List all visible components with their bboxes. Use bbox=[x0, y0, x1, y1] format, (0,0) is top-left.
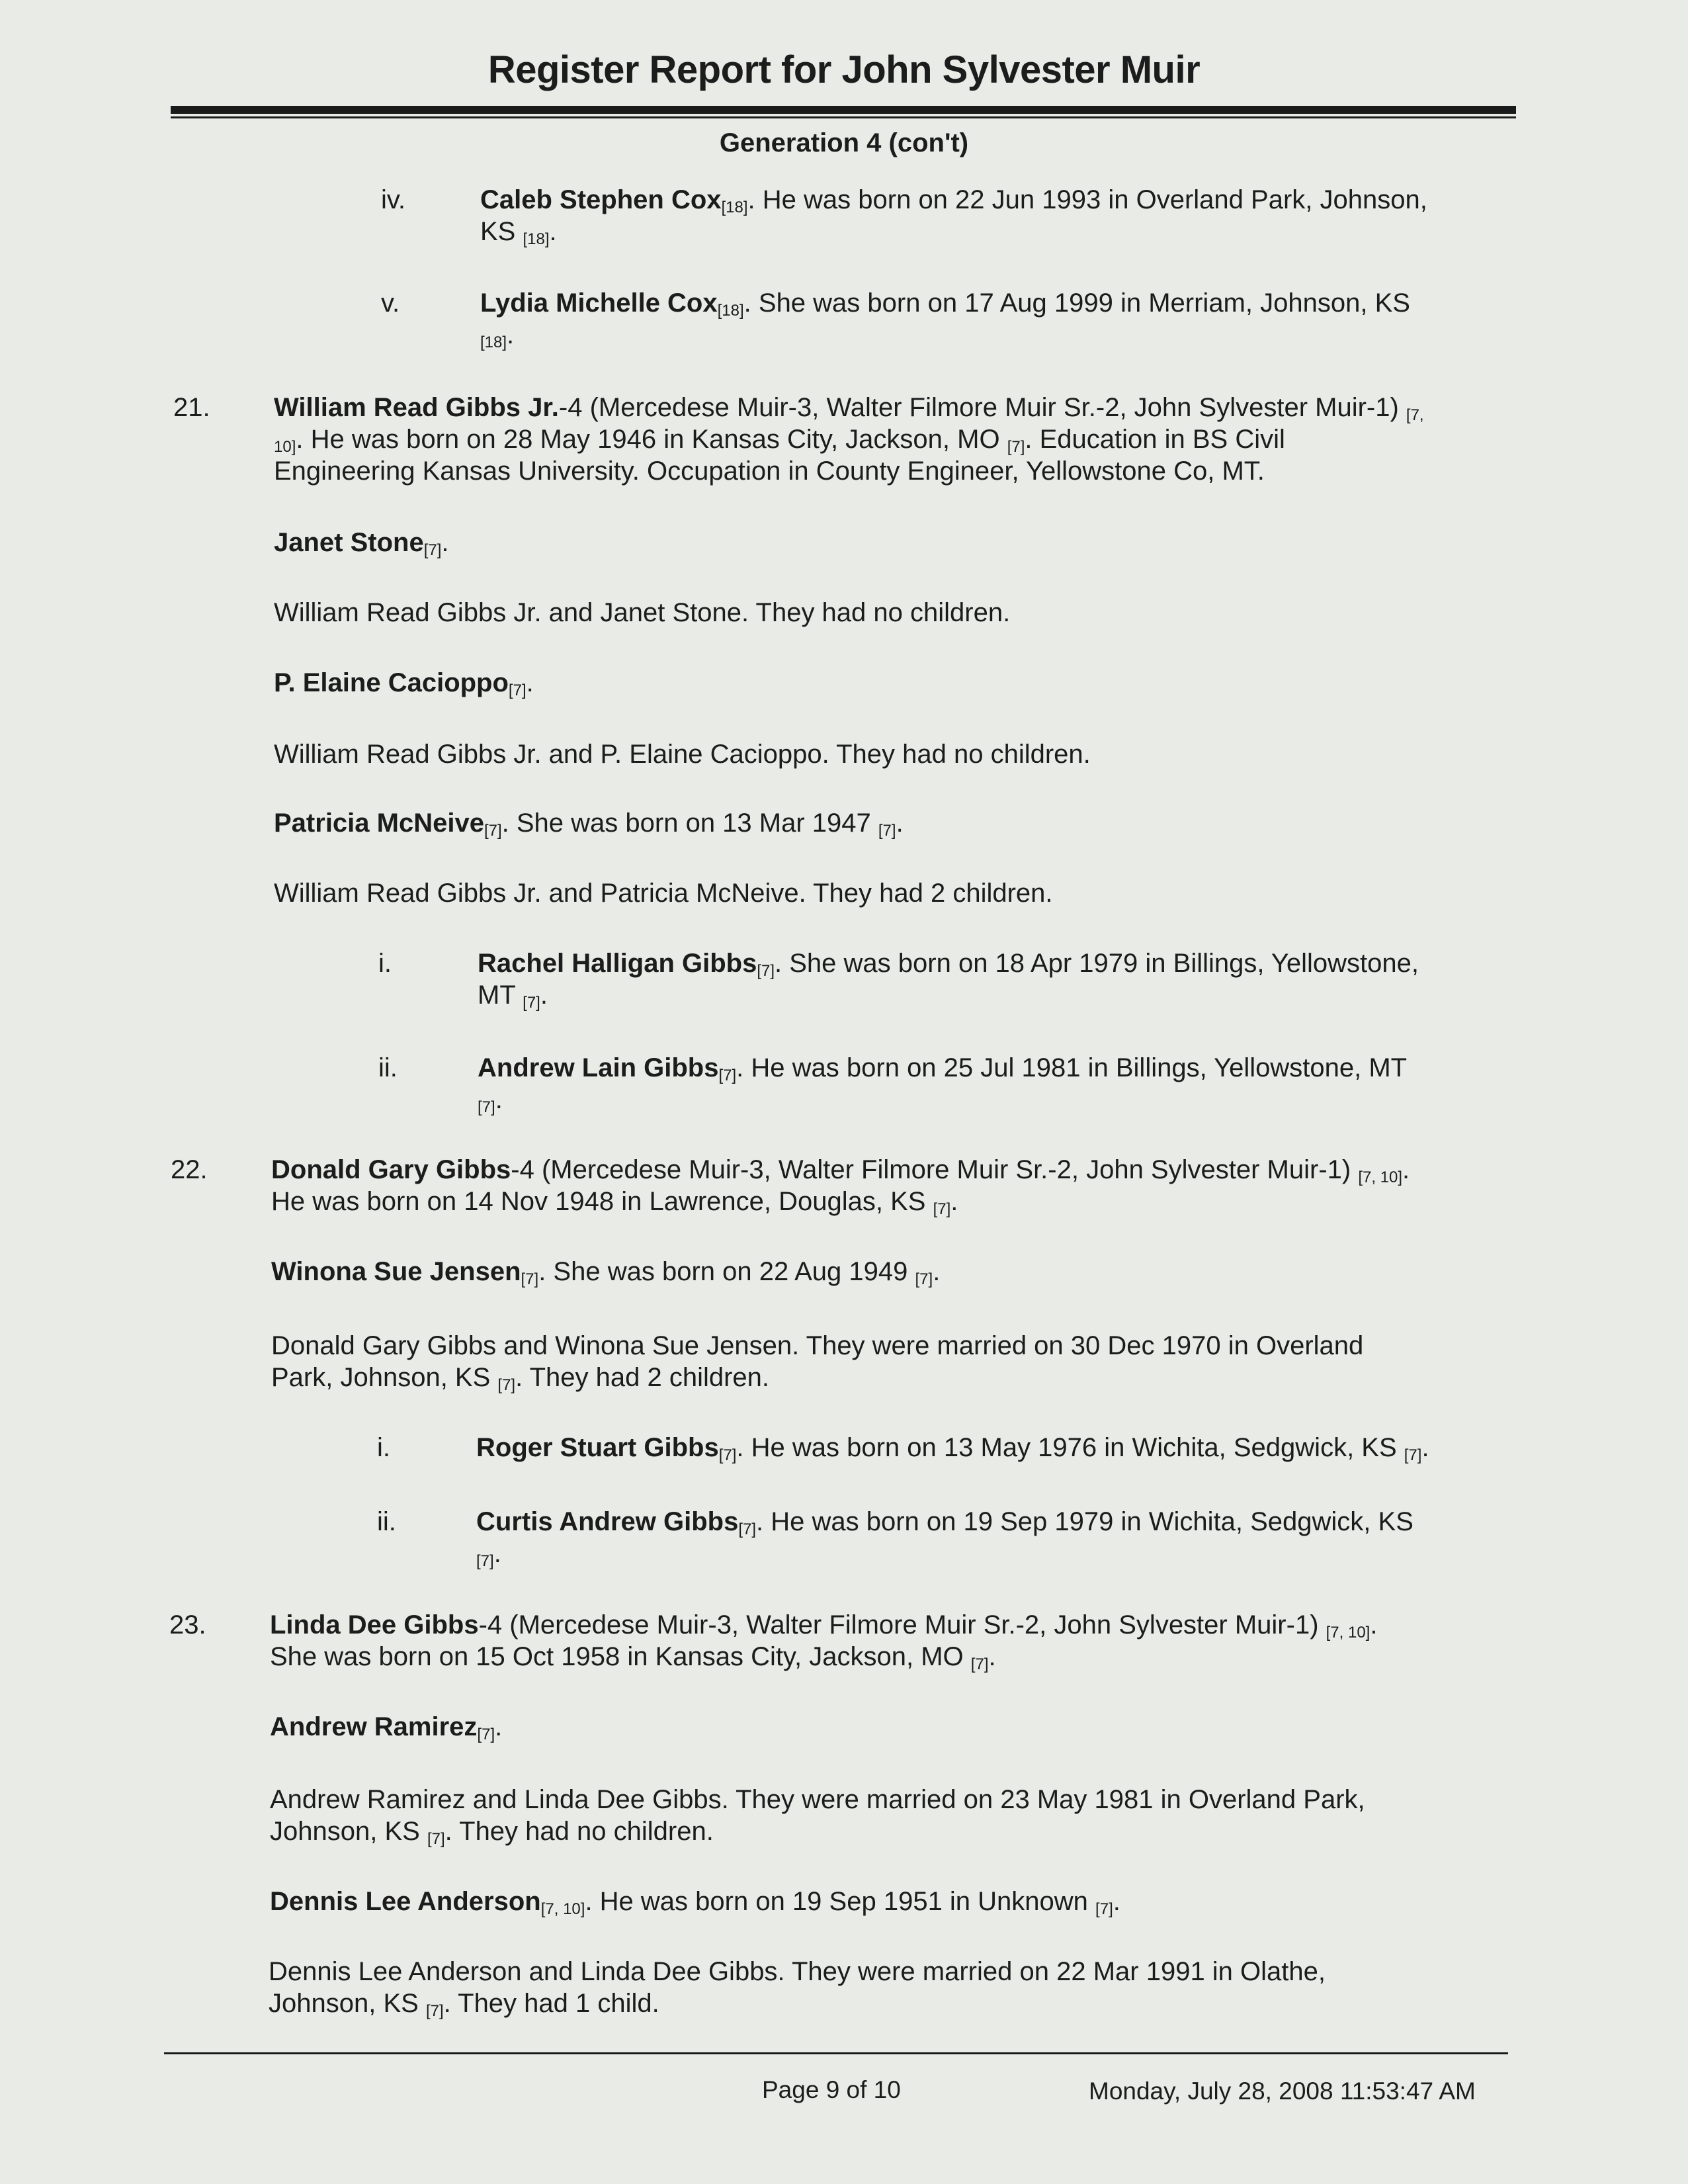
source-ref: [7] bbox=[427, 1830, 445, 1848]
person-name: P. Elaine Cacioppo bbox=[274, 668, 509, 697]
person-name: Andrew Lain Gibbs bbox=[478, 1053, 719, 1082]
source-ref: [7] bbox=[1095, 1900, 1113, 1918]
source-ref: [7] bbox=[477, 1725, 495, 1743]
person-name: Lydia Michelle Cox bbox=[480, 288, 718, 318]
source-ref: [7] bbox=[718, 1067, 737, 1084]
family-line: Andrew Ramirez and Linda Dee Gibbs. They were married on 23 May 1981 in Overland Park, Johnson, KS $_{[7]}$. They had no children. bbox=[270, 1785, 1365, 1848]
child-number: ii. bbox=[378, 1053, 398, 1082]
child-entry: Caleb Stephen Cox$_{[18]}$. He was born on 22 Jun 1993 in Overland Park, Johnson, KS $_{[18]}$. bbox=[480, 185, 1427, 248]
report-title: Register Report for John Sylvester Muir bbox=[487, 48, 1201, 91]
child-entry: Roger Stuart Gibbs$_{[7]}$. He was born on 13 May 1976 in Wichita, Sedgwick, KS $_{[7]}$. bbox=[476, 1433, 1429, 1464]
spouse-line: P. Elaine Cacioppo$_{[7]}$. bbox=[274, 668, 534, 699]
source-ref: [7] bbox=[508, 681, 527, 699]
source-ref: [7] bbox=[423, 541, 442, 559]
child-number: v. bbox=[381, 288, 400, 318]
child-number: i. bbox=[377, 1433, 390, 1462]
child-number: ii. bbox=[377, 1507, 396, 1536]
source-ref: [7] bbox=[1007, 438, 1025, 456]
source-ref: [7] bbox=[738, 1520, 757, 1538]
person-name: Winona Sue Jensen bbox=[271, 1257, 521, 1286]
source-ref: [7] bbox=[757, 962, 775, 980]
source-ref: [7] bbox=[521, 1270, 539, 1288]
entry-number: 22. bbox=[171, 1155, 208, 1184]
person-name: Donald Gary Gibbs bbox=[271, 1155, 511, 1184]
entry-heading: Donald Gary Gibbs-4 (Mercedese Muir-3, Walter Filmore Muir Sr.-2, John Sylvester Muir-1) $_{[7, 10]}$. He was born on 14 Nov 1948 in Lawrence, Douglas, KS $_{[7]}$. bbox=[271, 1155, 1410, 1218]
source-ref: [7] bbox=[970, 1655, 989, 1673]
source-ref: [7] bbox=[497, 1376, 516, 1394]
child-number: iv. bbox=[381, 185, 406, 214]
child-entry: Curtis Andrew Gibbs$_{[7]}$. He was born on 19 Sep 1979 in Wichita, Sedgwick, KS $_{[7]}$. bbox=[476, 1507, 1414, 1570]
person-name: Linda Dee Gibbs bbox=[270, 1610, 479, 1639]
source-ref: [7, 10] bbox=[1358, 1168, 1403, 1186]
family-line: William Read Gibbs Jr. and P. Elaine Cacioppo. They had no children. bbox=[274, 740, 1091, 769]
title-rule-thick bbox=[171, 106, 1516, 114]
source-ref: [18] bbox=[717, 302, 744, 320]
spouse-line: Andrew Ramirez$_{[7]}$. bbox=[270, 1712, 503, 1743]
person-name: Rachel Halligan Gibbs bbox=[478, 949, 757, 978]
person-name: Roger Stuart Gibbs bbox=[476, 1433, 719, 1462]
family-line: Dennis Lee Anderson and Linda Dee Gibbs. They were married on 22 Mar 1991 in Olathe, Johnson, KS $_{[7]}$. They had 1 child. bbox=[269, 1957, 1326, 2020]
child-number: i. bbox=[378, 949, 392, 978]
source-ref: [18] bbox=[480, 333, 507, 351]
entry-heading: Linda Dee Gibbs-4 (Mercedese Muir-3, Walter Filmore Muir Sr.-2, John Sylvester Muir-1) $_{[7, 10]}$. She was born on 15 Oct 1958 in Kansas City, Jackson, MO $_{[7]}$. bbox=[270, 1610, 1378, 1673]
child-entry: Rachel Halligan Gibbs$_{[7]}$. She was born on 18 Apr 1979 in Billings, Yellowstone, MT $_{[7]}$. bbox=[478, 949, 1419, 1012]
footer-rule bbox=[164, 2052, 1508, 2054]
entry-heading: William Read Gibbs Jr.-4 (Mercedese Muir-3, Walter Filmore Muir Sr.-2, John Sylvester Muir-1) $_{[7,}$ $_{10]}$. He was born on 28 May 1946 in Kansas City, Jackson, MO $_{[7]}$. Education in BS Civil Engineering Kansas University. Occupation in County Engineer, Yellowstone Co, MT. bbox=[274, 393, 1424, 486]
child-entry: Andrew Lain Gibbs$_{[7]}$. He was born on 25 Jul 1981 in Billings, Yellowstone, MT $_{[7]}$. bbox=[478, 1053, 1408, 1116]
source-ref: [7] bbox=[878, 822, 896, 840]
person-name: Andrew Ramirez bbox=[270, 1712, 478, 1741]
family-line: William Read Gibbs Jr. and Janet Stone. They had no children. bbox=[274, 598, 1011, 627]
source-ref: [7, 10] bbox=[1326, 1624, 1371, 1641]
source-ref: [7] bbox=[915, 1270, 933, 1288]
source-ref: [7] bbox=[425, 2002, 444, 2020]
child-entry: Lydia Michelle Cox$_{[18]}$. She was born on 17 Aug 1999 in Merriam, Johnson, KS $_{[18]}$. bbox=[480, 288, 1410, 351]
spouse-line: Patricia McNeive$_{[7]}$. She was born on 13 Mar 1947 $_{[7]}$. bbox=[274, 808, 904, 840]
source-ref: [7] bbox=[476, 1552, 494, 1570]
source-ref: [7, 10] bbox=[540, 1900, 585, 1918]
family-line: Donald Gary Gibbs and Winona Sue Jensen. They were married on 30 Dec 1970 in Overland Park, Johnson, KS $_{[7]}$. They had 2 children. bbox=[271, 1331, 1364, 1394]
entry-number: 21. bbox=[173, 393, 210, 422]
report-timestamp: Monday, July 28, 2008 11:53:47 AM bbox=[1089, 2077, 1476, 2105]
source-ref: [18] bbox=[721, 198, 748, 216]
person-name: William Read Gibbs Jr. bbox=[274, 393, 559, 422]
source-ref: [18] bbox=[523, 230, 550, 248]
title-rule-thin bbox=[171, 116, 1516, 118]
source-ref: [7] bbox=[933, 1200, 951, 1218]
person-name: Janet Stone bbox=[274, 528, 424, 557]
entry-number: 23. bbox=[169, 1610, 206, 1639]
person-name: Curtis Andrew Gibbs bbox=[476, 1507, 739, 1536]
source-ref: 10] bbox=[274, 438, 296, 456]
source-ref: [7] bbox=[523, 994, 540, 1012]
generation-heading: Generation 4 (con't) bbox=[719, 128, 969, 157]
person-name: Dennis Lee Anderson bbox=[270, 1887, 541, 1916]
spouse-line: Dennis Lee Anderson$_{[7, 10]}$. He was born on 19 Sep 1951 in Unknown $_{[7]}$. bbox=[270, 1887, 1120, 1918]
spouse-line: Winona Sue Jensen$_{[7]}$. She was born on 22 Aug 1949 $_{[7]}$. bbox=[271, 1257, 941, 1288]
source-ref: [7] bbox=[484, 822, 502, 840]
source-ref: [7] bbox=[1404, 1446, 1422, 1464]
page-number: Page 9 of 10 bbox=[762, 2076, 901, 2103]
person-name: Caleb Stephen Cox bbox=[480, 185, 722, 214]
source-ref: [7] bbox=[478, 1098, 495, 1116]
family-line: William Read Gibbs Jr. and Patricia McNeive. They had 2 children. bbox=[274, 879, 1053, 908]
source-ref: [7] bbox=[718, 1446, 737, 1464]
person-name: Patricia McNeive bbox=[274, 808, 484, 838]
source-ref: [7, bbox=[1406, 406, 1424, 424]
spouse-line: Janet Stone$_{[7]}$. bbox=[274, 528, 449, 559]
